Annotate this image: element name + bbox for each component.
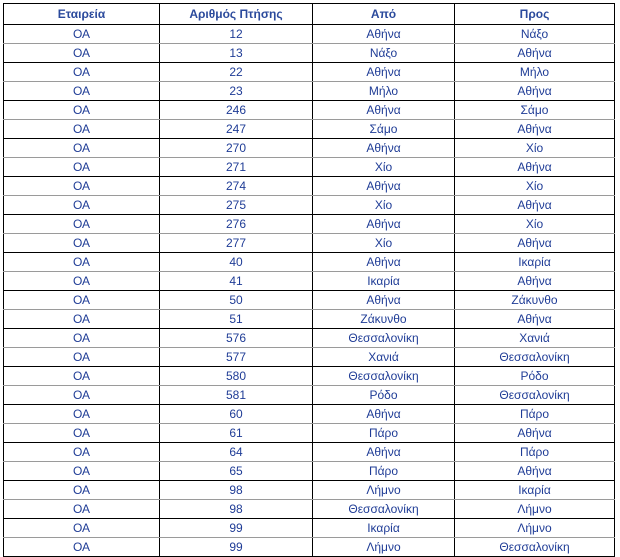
cell-to: Πάρο (455, 405, 615, 424)
cell-to: Αθήνα (455, 424, 615, 443)
cell-from: Χανιά (313, 348, 455, 367)
table-row (4, 215, 615, 234)
cell-flight-number: 99 (160, 519, 313, 538)
cell-company: ΟΑ (4, 291, 160, 310)
cell-to: Χίο (455, 139, 615, 158)
cell-to: Σάμο (455, 101, 615, 120)
cell-flight-number: 275 (160, 196, 313, 215)
cell-to: Αθήνα (455, 462, 615, 481)
cell-from: Ζάκυνθο (313, 310, 455, 329)
table-row (4, 177, 615, 196)
cell-to: Αθήνα (455, 234, 615, 253)
cell-to: Πάρο (455, 443, 615, 462)
cell-flight-number: 61 (160, 424, 313, 443)
table-row (4, 234, 615, 253)
cell-company: ΟΑ (4, 234, 160, 253)
cell-to: Αθήνα (455, 44, 615, 63)
table-row (4, 500, 615, 519)
table-row (4, 25, 615, 44)
cell-flight-number: 580 (160, 367, 313, 386)
table-row (4, 519, 615, 538)
cell-from: Θεσσαλονίκη (313, 367, 455, 386)
table-row (4, 462, 615, 481)
cell-flight-number: 277 (160, 234, 313, 253)
cell-from: Χίο (313, 158, 455, 177)
cell-flight-number: 271 (160, 158, 313, 177)
cell-flight-number: 581 (160, 386, 313, 405)
cell-company: ΟΑ (4, 158, 160, 177)
cell-to: Θεσσαλονίκη (455, 386, 615, 405)
cell-company: ΟΑ (4, 386, 160, 405)
cell-company: ΟΑ (4, 462, 160, 481)
table-row (4, 44, 615, 63)
table-row (4, 405, 615, 424)
cell-flight-number: 51 (160, 310, 313, 329)
cell-company: ΟΑ (4, 367, 160, 386)
cell-company: ΟΑ (4, 25, 160, 44)
cell-company: ΟΑ (4, 348, 160, 367)
cell-flight-number: 99 (160, 538, 313, 557)
header-row (4, 4, 615, 25)
cell-flight-number: 98 (160, 481, 313, 500)
cell-to: Νάξο (455, 25, 615, 44)
flights-table (3, 3, 615, 557)
cell-from: Λήμνο (313, 481, 455, 500)
cell-company: ΟΑ (4, 481, 160, 500)
table-row (4, 101, 615, 120)
cell-flight-number: 276 (160, 215, 313, 234)
cell-from: Χίο (313, 196, 455, 215)
cell-company: ΟΑ (4, 272, 160, 291)
cell-from: Αθήνα (313, 177, 455, 196)
table-row (4, 158, 615, 177)
cell-to: Λήμνο (455, 500, 615, 519)
cell-flight-number: 246 (160, 101, 313, 120)
cell-to: Χίο (455, 177, 615, 196)
cell-company: ΟΑ (4, 253, 160, 272)
cell-flight-number: 41 (160, 272, 313, 291)
cell-to: Θεσσαλονίκη (455, 538, 615, 557)
cell-from: Ρόδο (313, 386, 455, 405)
cell-company: ΟΑ (4, 177, 160, 196)
cell-company: ΟΑ (4, 101, 160, 120)
table-row (4, 63, 615, 82)
table-row (4, 424, 615, 443)
table-body (4, 25, 615, 557)
cell-flight-number: 23 (160, 82, 313, 101)
cell-to: Ρόδο (455, 367, 615, 386)
cell-company: ΟΑ (4, 519, 160, 538)
cell-company: ΟΑ (4, 424, 160, 443)
cell-company: ΟΑ (4, 82, 160, 101)
table-row (4, 386, 615, 405)
table-row (4, 367, 615, 386)
cell-company: ΟΑ (4, 500, 160, 519)
cell-flight-number: 270 (160, 139, 313, 158)
cell-flight-number: 65 (160, 462, 313, 481)
cell-flight-number: 13 (160, 44, 313, 63)
cell-from: Αθήνα (313, 215, 455, 234)
cell-company: ΟΑ (4, 443, 160, 462)
cell-company: ΟΑ (4, 63, 160, 82)
cell-to: Ζάκυνθο (455, 291, 615, 310)
cell-from: Λήμνο (313, 538, 455, 557)
cell-flight-number: 12 (160, 25, 313, 44)
cell-from: Αθήνα (313, 63, 455, 82)
cell-from: Νάξο (313, 44, 455, 63)
table-row (4, 481, 615, 500)
cell-company: ΟΑ (4, 44, 160, 63)
cell-from: Αθήνα (313, 139, 455, 158)
cell-from: Θεσσαλονίκη (313, 500, 455, 519)
cell-to: Θεσσαλονίκη (455, 348, 615, 367)
cell-from: Αθήνα (313, 291, 455, 310)
cell-company: ΟΑ (4, 120, 160, 139)
cell-flight-number: 576 (160, 329, 313, 348)
cell-flight-number: 40 (160, 253, 313, 272)
cell-from: Αθήνα (313, 25, 455, 44)
cell-company: ΟΑ (4, 310, 160, 329)
cell-from: Αθήνα (313, 405, 455, 424)
table-row (4, 253, 615, 272)
cell-flight-number: 247 (160, 120, 313, 139)
cell-flight-number: 274 (160, 177, 313, 196)
cell-flight-number: 50 (160, 291, 313, 310)
cell-company: ΟΑ (4, 538, 160, 557)
cell-company: ΟΑ (4, 196, 160, 215)
cell-to: Αθήνα (455, 82, 615, 101)
cell-company: ΟΑ (4, 215, 160, 234)
cell-company: ΟΑ (4, 329, 160, 348)
table-row (4, 120, 615, 139)
header-flight-number: Αριθμός Πτήσης (160, 4, 313, 25)
cell-flight-number: 577 (160, 348, 313, 367)
table-row (4, 329, 615, 348)
table-row (4, 291, 615, 310)
table-row (4, 272, 615, 291)
cell-flight-number: 64 (160, 443, 313, 462)
cell-to: Αθήνα (455, 272, 615, 291)
cell-flight-number: 22 (160, 63, 313, 82)
table-row (4, 538, 615, 557)
table-row (4, 310, 615, 329)
cell-company: ΟΑ (4, 405, 160, 424)
cell-company: ΟΑ (4, 139, 160, 158)
cell-flight-number: 98 (160, 500, 313, 519)
cell-to: Χίο (455, 215, 615, 234)
cell-to: Χανιά (455, 329, 615, 348)
cell-from: Πάρο (313, 462, 455, 481)
header-to: Προς (455, 4, 615, 25)
cell-to: Λήμνο (455, 519, 615, 538)
table-row (4, 443, 615, 462)
cell-from: Σάμο (313, 120, 455, 139)
cell-flight-number: 60 (160, 405, 313, 424)
cell-to: Ικαρία (455, 253, 615, 272)
cell-from: Θεσσαλονίκη (313, 329, 455, 348)
table-row (4, 196, 615, 215)
cell-to: Αθήνα (455, 310, 615, 329)
cell-from: Ικαρία (313, 272, 455, 291)
cell-from: Πάρο (313, 424, 455, 443)
cell-from: Αθήνα (313, 443, 455, 462)
cell-to: Αθήνα (455, 158, 615, 177)
cell-from: Αθήνα (313, 253, 455, 272)
cell-to: Αθήνα (455, 120, 615, 139)
table-row (4, 139, 615, 158)
header-from: Από (313, 4, 455, 25)
cell-to: Ικαρία (455, 481, 615, 500)
cell-from: Μήλο (313, 82, 455, 101)
cell-from: Ικαρία (313, 519, 455, 538)
table-row (4, 82, 615, 101)
table-row (4, 348, 615, 367)
cell-to: Μήλο (455, 63, 615, 82)
cell-to: Αθήνα (455, 196, 615, 215)
flights-table-container (3, 3, 614, 557)
cell-from: Αθήνα (313, 101, 455, 120)
header-company: Εταιρεία (4, 4, 160, 25)
cell-from: Χίο (313, 234, 455, 253)
